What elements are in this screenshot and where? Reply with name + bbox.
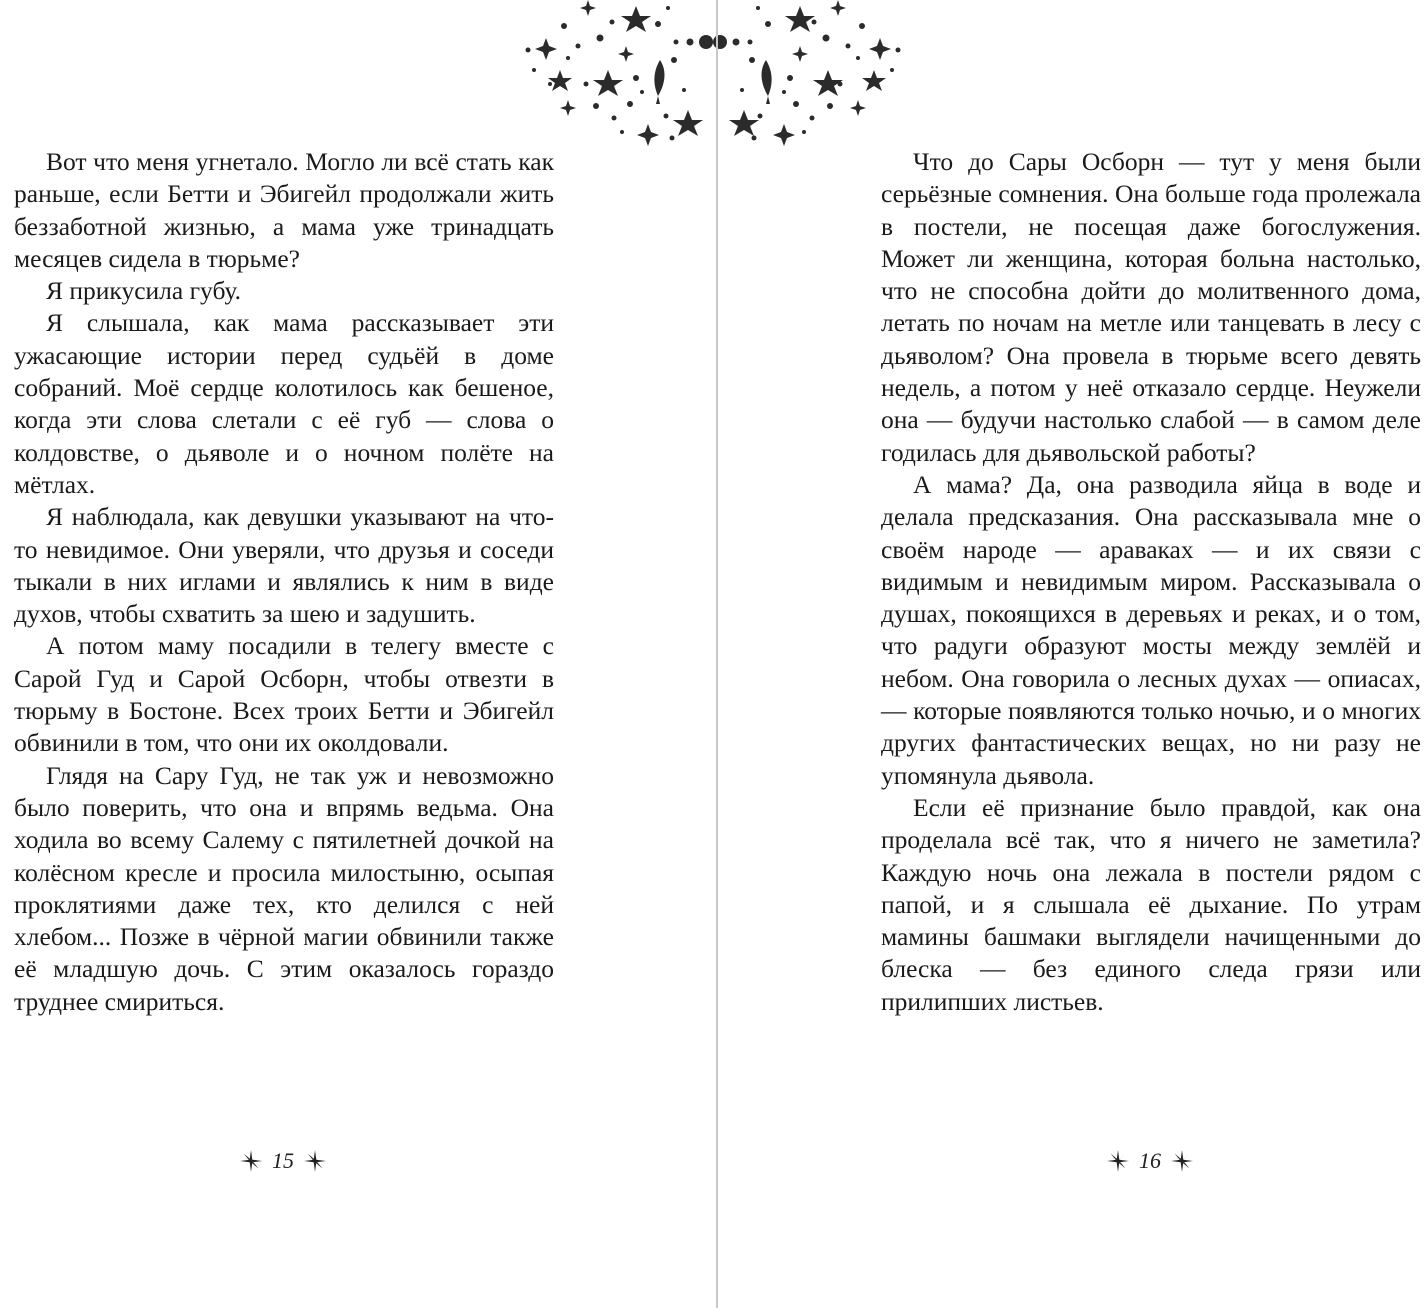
paragraph: Я слышала, как мама рассказывает эти ужасающие истории перед судьёй в доме собраний. Моё сердце колотилось как бешеное, когда эти слова слетали с её губ — слова о колдовстве, о дьяволе и о ночном полёте на мётлах. [14, 308, 554, 499]
paragraph: Я наблюдала, как девушки указывают на что-то невидимое. Они уверяли, что друзья и соседи тыкали в них иглами и являлись к ним в виде духов, чтобы схватить за шею и задушить. [14, 502, 554, 629]
star-burst-ornament-icon [508, 0, 918, 160]
eight-point-star-icon [304, 1150, 326, 1172]
paragraph: Вот что меня угнетало. Могло ли всё стать как раньше, если Бетти и Эбигейл продолжали жить беззаботной жизнью, а мама уже тринадцать месяцев сидела в тюрьме? [14, 147, 554, 273]
page-number-left [240, 1146, 326, 1176]
eight-point-star-icon [240, 1150, 262, 1172]
paragraph: Я прикусила губу. [46, 276, 242, 306]
eight-point-star-icon [1107, 1150, 1129, 1172]
right-page-text [881, 146, 1421, 1018]
paragraph: Что до Сары Осборн — тут у меня были серьёзные сомнения. Она больше года пролежала в постели, не посещая даже богослужения. Может ли женщина, которая больна настолько, что не способна дойти до молитвенного дома, летать по ночам на метле или танцевать в лесу с дьяволом? Она провела в тюрьме всего девять недель, а потом у неё отказало сердце. Неужели она — будучи настолько слабой — в самом деле годилась для дьявольской работы? [881, 147, 1421, 467]
paragraph: Если её признание было правдой, как она проделала всё так, что я ничего не заметила? Каждую ночь она лежала в постели рядом с папой, и я слышала её дыхание. По утрам мамины башмаки выглядели начищенными до блеска — без единого следа грязи или прилипших листьев. [881, 792, 1421, 1016]
eight-point-star-icon [1171, 1150, 1193, 1172]
page-number-right [1107, 1146, 1193, 1176]
left-page-text [14, 146, 554, 1018]
page-number: 15 [272, 1148, 294, 1173]
paragraph: А потом маму посадили в телегу вместе с Сарой Гуд и Сарой Осборн, чтобы отвезти в тюрьму в Бостоне. Всех троих Бетти и Эбигейл обвинили в том, что они их околдовали. [14, 631, 554, 758]
page-number: 16 [1139, 1148, 1161, 1173]
paragraph: Глядя на Сару Гуд, не так уж и невозможно было поверить, что она и впрямь ведьма. Она ходила во всему Салему с пятилетней дочкой на колёсном кресле и просила милостыню, осыпая проклятиями даже тех, кто делился с ней хлебом... Позже в чёрной магии обвинили также её младшую дочь. С этим оказалось гораздо труднее смириться. [14, 760, 554, 1016]
page-gutter [716, 0, 718, 1308]
paragraph: А мама? Да, она разводила яйца в воде и делала предсказания. Она рассказывала мне о своём народе — араваках — и их связи с видимым и невидимым миром. Рассказывала о душах, покоящихся в деревьях и реках, и о том, что радуги образуют мосты между землёй и небом. Она говорила о лесных духах — опиасах, — которые появляются только ночью, и о многих других фантастических вещах, но ни разу не упомянула дьявола. [881, 469, 1421, 790]
